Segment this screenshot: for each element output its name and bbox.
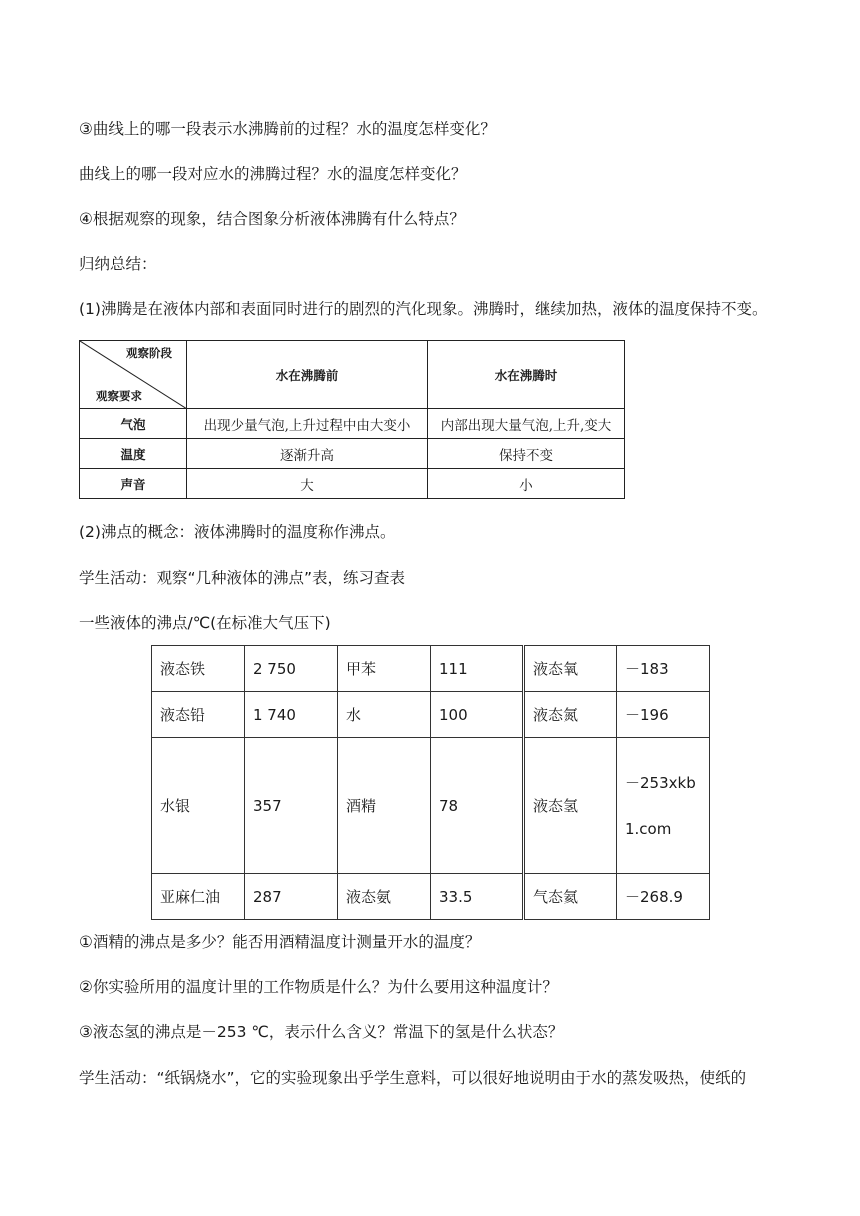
substance-name: 液态铁 xyxy=(152,646,245,692)
summary-point-2: (2)沸点的概念：液体沸腾时的温度称作沸点。 xyxy=(79,523,396,541)
cell-during: 保持不变 xyxy=(428,439,625,469)
table-corner-header xyxy=(80,341,187,409)
table-row xyxy=(152,738,710,874)
substance-name: 液态氧 xyxy=(524,646,617,692)
substance-name: 亚麻仁油 xyxy=(152,874,245,920)
column-header-before: 水在沸腾前 xyxy=(187,341,428,409)
table-row xyxy=(80,409,625,439)
summary-heading: 归纳总结： xyxy=(79,255,157,273)
observation-table xyxy=(79,340,625,499)
student-activity-2: 学生活动：“纸锅烧水”，它的实验现象出乎学生意料，可以很好地说明由于水的蒸发吸热，使纸的 xyxy=(79,1069,747,1087)
boiling-point-value: 287 xyxy=(245,874,338,920)
substance-name: 气态氦 xyxy=(524,874,617,920)
substance-name: 液态氮 xyxy=(524,692,617,738)
corner-top-label: 观察阶段 xyxy=(126,346,172,360)
corner-bottom-label: 观察要求 xyxy=(96,389,142,403)
table-row xyxy=(80,469,625,499)
activity-question-1: ①酒精的沸点是多少？能否用酒精温度计测量开水的温度？ xyxy=(79,933,481,951)
boiling-point-value: 111 xyxy=(431,646,524,692)
table-row xyxy=(152,874,710,920)
question-4: ④根据观察的现象，结合图象分析液体沸腾有什么特点？ xyxy=(79,210,465,228)
boiling-point-value: －196 xyxy=(617,692,710,738)
question-3: ③曲线上的哪一段表示水沸腾前的过程？水的温度怎样变化？ xyxy=(79,120,496,138)
boiling-point-value: －253xkb1.com xyxy=(617,738,710,874)
substance-name: 液态铅 xyxy=(152,692,245,738)
row-label: 气泡 xyxy=(80,409,187,439)
cell-before: 逐渐升高 xyxy=(187,439,428,469)
cell-before: 大 xyxy=(187,469,428,499)
table-caption: 一些液体的沸点/℃(在标准大气压下) xyxy=(79,614,331,632)
substance-name: 水 xyxy=(338,692,431,738)
cell-during: 内部出现大量气泡,上升,变大 xyxy=(428,409,625,439)
substance-name: 水银 xyxy=(152,738,245,874)
activity-question-2: ②你实验所用的温度计里的工作物质是什么？为什么要用这种温度计？ xyxy=(79,978,558,996)
boiling-point-table xyxy=(151,645,710,920)
summary-point-1: (1)沸腾是在液体内部和表面同时进行的剧烈的汽化现象。沸腾时，继续加热，液体的温度保持不变。 xyxy=(79,300,768,318)
question-3b: 曲线上的哪一段对应水的沸腾过程？水的温度怎样变化？ xyxy=(79,165,467,183)
substance-name: 酒精 xyxy=(338,738,431,874)
table-row xyxy=(152,692,710,738)
boiling-point-value: 1 740 xyxy=(245,692,338,738)
cell-before: 出现少量气泡,上升过程中由大变小 xyxy=(187,409,428,439)
row-label: 温度 xyxy=(80,439,187,469)
boiling-point-value: －268.9 xyxy=(617,874,710,920)
boiling-point-value: 78 xyxy=(431,738,524,874)
table-row xyxy=(80,439,625,469)
substance-name: 液态氢 xyxy=(524,738,617,874)
boiling-point-value: 33.5 xyxy=(431,874,524,920)
substance-name: 液态氨 xyxy=(338,874,431,920)
boiling-point-value: 2 750 xyxy=(245,646,338,692)
boiling-point-value: 357 xyxy=(245,738,338,874)
activity-question-3: ③液态氢的沸点是－253 ℃，表示什么含义？常温下的氢是什么状态？ xyxy=(79,1023,564,1041)
cell-during: 小 xyxy=(428,469,625,499)
column-header-during: 水在沸腾时 xyxy=(428,341,625,409)
student-activity-1: 学生活动：观察“几种液体的沸点”表，练习查表 xyxy=(79,569,406,587)
row-label: 声音 xyxy=(80,469,187,499)
boiling-point-value: －183 xyxy=(617,646,710,692)
boiling-point-value: 100 xyxy=(431,692,524,738)
table-row xyxy=(152,646,710,692)
substance-name: 甲苯 xyxy=(338,646,431,692)
